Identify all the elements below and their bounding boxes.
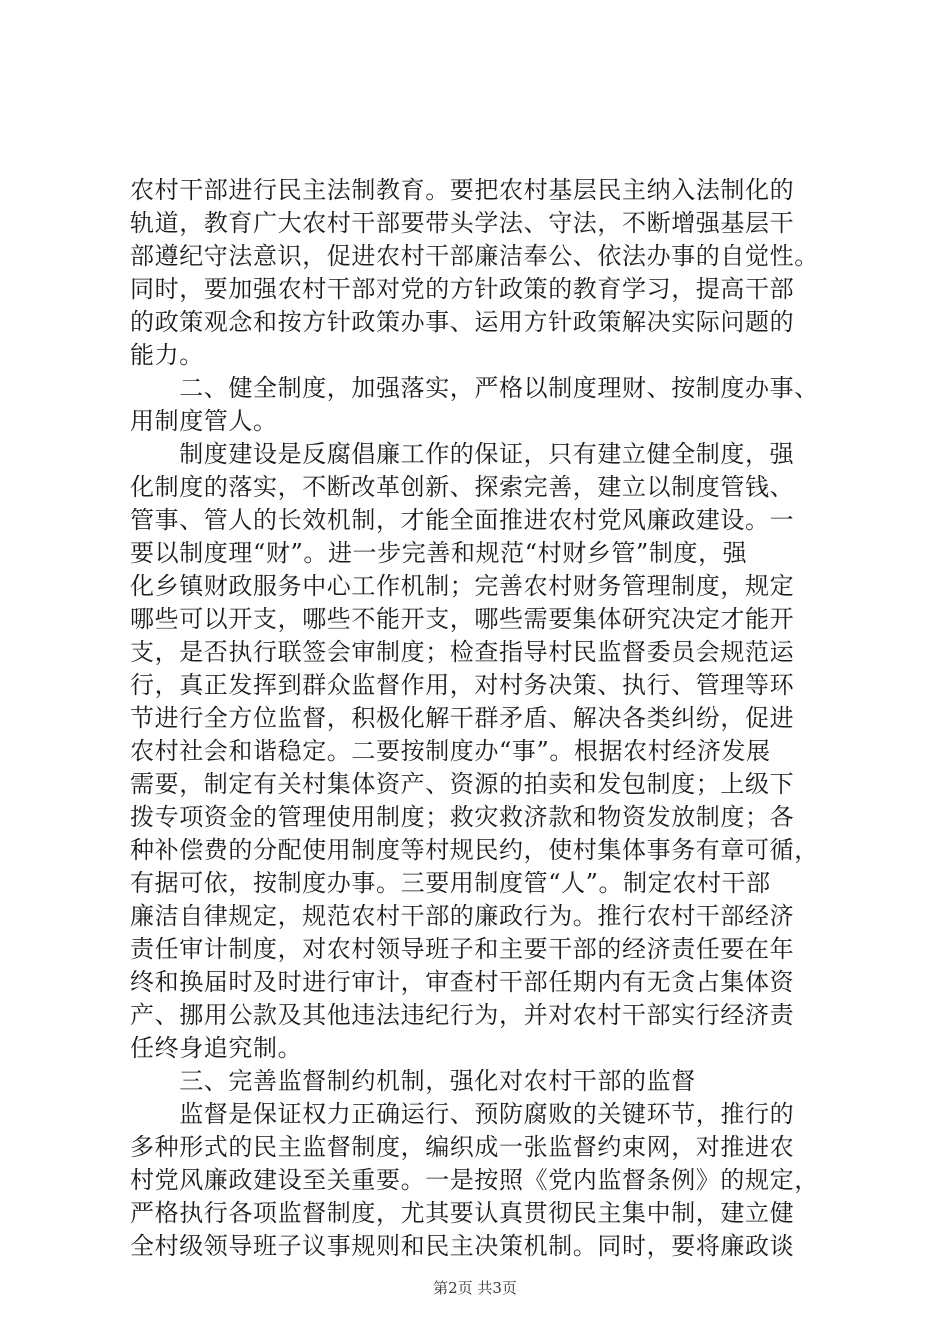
text-line: 严格执行各项监督制度，尤其要认真贯彻民主集中制，建立健: [130, 1199, 795, 1227]
text-line: 的政策观念和按方针政策办事、运用方针政策解决实际问题的: [130, 308, 795, 336]
text-line: 农村社会和谐稳定。二要按制度办“事”。根据农村经济发展: [130, 737, 771, 765]
text-line: 终和换届时及时进行审计，审查村干部任期内有无贪占集体资: [130, 968, 795, 996]
text-line: 有据可依，按制度办事。三要用制度管“人”。制定农村干部: [130, 869, 771, 897]
text-line: 廉洁自律规定，规范农村干部的廉政行为。推行农村干部经济: [130, 902, 795, 930]
text-line: 拨专项资金的管理使用制度；救灾救济款和物资发放制度；各: [130, 803, 795, 831]
text-line: 管事、管人的长效机制，才能全面推进农村党风廉政建设。一: [130, 506, 795, 534]
text-line: 节进行全方位监督，积极化解干群矛盾、解决各类纠纷，促进: [130, 704, 795, 732]
text-line: 要以制度理“财”。进一步完善和规范“村财乡管”制度，强: [130, 539, 748, 567]
page-number-footer: 第2页 共3页: [433, 1279, 517, 1297]
text-line: 哪些可以开支，哪些不能开支，哪些需要集体研究决定才能开: [130, 605, 795, 633]
text-line: 化乡镇财政服务中心工作机制；完善农村财务管理制度，规定: [130, 572, 795, 600]
text-line: 种补偿费的分配使用制度等村规民约，使村集体事务有章可循，: [130, 836, 819, 864]
text-line: 制度建设是反腐倡廉工作的保证，只有建立健全制度，强: [130, 440, 795, 468]
section-heading-line: 用制度管人。: [130, 407, 278, 435]
text-line: 村党风廉政建设至关重要。一是按照《党内监督条例》的规定，: [130, 1166, 819, 1194]
text-line: 农村干部进行民主法制教育。要把农村基层民主纳入法制化的: [130, 176, 795, 204]
text-line: 行，真正发挥到群众监督作用，对村务决策、执行、管理等环: [130, 671, 795, 699]
section-heading-line: 二、健全制度，加强落实，严格以制度理财、按制度办事、: [130, 374, 819, 402]
document-body: [130, 174, 830, 1263]
text-line: 化制度的落实，不断改革创新、探索完善，建立以制度管钱、: [130, 473, 795, 501]
text-line: 部遵纪守法意识，促进农村干部廉洁奉公、依法办事的自觉性。: [130, 242, 819, 270]
text-line: 需要，制定有关村集体资产、资源的拍卖和发包制度；上级下: [130, 770, 795, 798]
text-line: 轨道，教育广大农村干部要带头学法、守法，不断增强基层干: [130, 209, 795, 237]
text-line: 全村级领导班子议事规则和民主决策机制。同时，要将廉政谈: [130, 1232, 795, 1260]
text-line: 能力。: [130, 341, 204, 369]
text-line: 支，是否执行联签会审制度；检查指导村民监督委员会规范运: [130, 638, 795, 666]
text-line: 监督是保证权力正确运行、预防腐败的关键环节，推行的: [130, 1100, 795, 1128]
text-line: 责任审计制度，对农村领导班子和主要干部的经济责任要在年: [130, 935, 795, 963]
text-line: 多种形式的民主监督制度，编织成一张监督约束网，对推进农: [130, 1133, 795, 1161]
text-line: 任终身追究制。: [130, 1034, 303, 1062]
text-line: 同时，要加强农村干部对党的方针政策的教育学习，提高干部: [130, 275, 795, 303]
section-heading-line: 三、完善监督制约机制，强化对农村干部的监督: [130, 1067, 696, 1095]
text-line: 产、挪用公款及其他违法违纪行为，并对农村干部实行经济责: [130, 1001, 795, 1029]
